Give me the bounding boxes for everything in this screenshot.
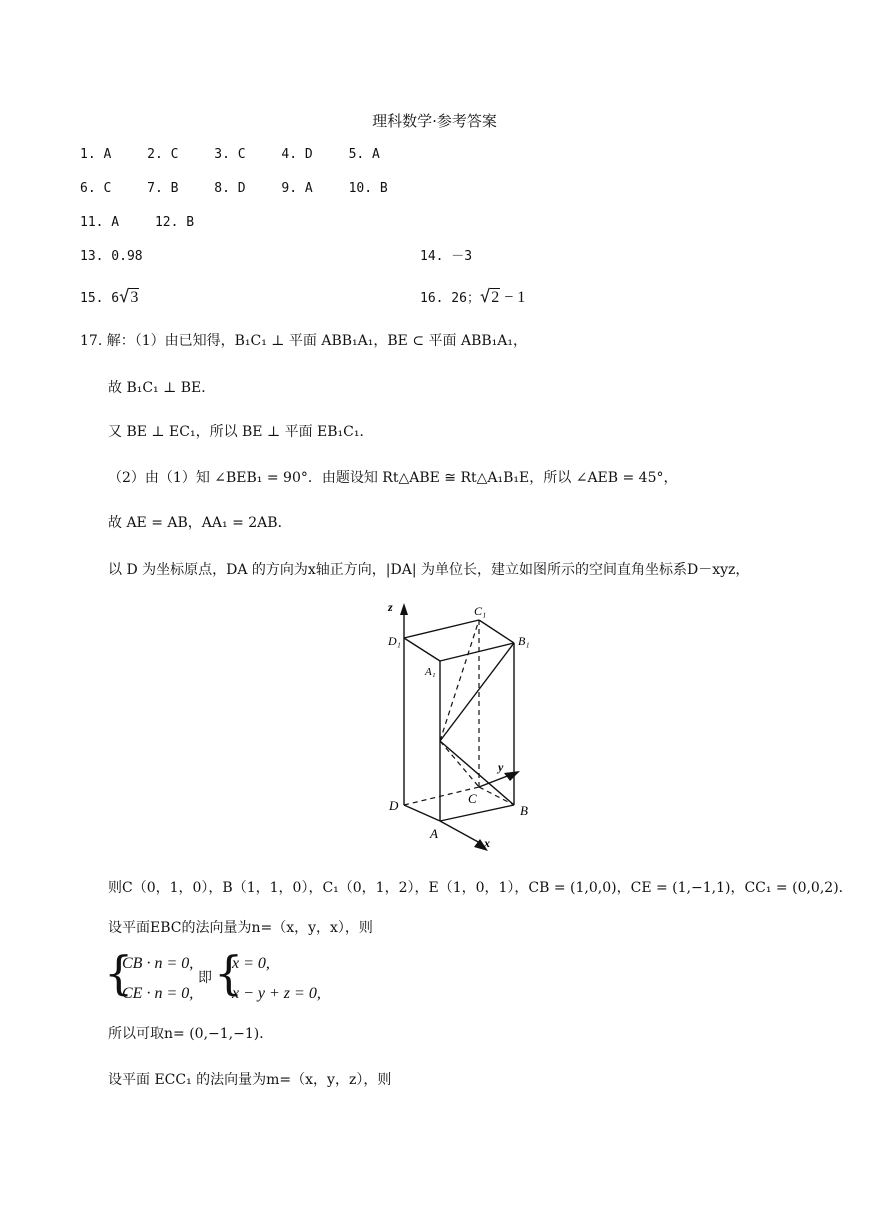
vertex-label-a1: A₁	[425, 666, 436, 678]
vertex-label-d1: D₁	[388, 634, 401, 648]
choice-answer: 7. B	[147, 181, 179, 196]
vertex-label-b1: B₁	[518, 634, 530, 648]
vertex-label-b: B	[520, 803, 528, 818]
q17-line-5: 故 AE = AB，AA₁ = 2AB．	[108, 515, 292, 531]
edge-a1-d1	[404, 638, 440, 661]
answer-15-radicand: 3	[130, 289, 139, 306]
choices-row-2	[80, 179, 416, 199]
choices-row-1	[80, 145, 408, 165]
y-axis-label: y	[498, 760, 504, 774]
choice-answer: 6. C	[80, 181, 112, 196]
x-axis-line	[440, 821, 480, 843]
z-axis-arrow-icon	[400, 603, 408, 615]
answer-16-radicand: 2	[491, 289, 500, 306]
choice-answer: 8. D	[214, 181, 246, 196]
answer-16-suffix: − 1	[500, 289, 526, 306]
y-axis-line	[479, 775, 510, 787]
choice-answer: 5. A	[348, 147, 380, 162]
q17-line-8: 设平面EBC的法向量为n=（x，y，x），则	[108, 920, 373, 936]
answer-15-prefix: 15. 6	[80, 291, 120, 306]
y-axis-arrow-icon	[504, 771, 520, 781]
left-brace-icon: {	[214, 946, 244, 1000]
left-brace-icon: {	[104, 946, 134, 1000]
choice-answer: 11. A	[80, 215, 120, 230]
edge-d1-c1	[404, 620, 479, 638]
q17-line-2: 故 B₁C₁ ⊥ BE．	[108, 380, 216, 396]
answer-14: 14. －3	[420, 249, 473, 264]
edge-c1-b1	[479, 620, 514, 643]
choice-answer: 4. D	[281, 147, 313, 162]
answer-15	[80, 287, 139, 309]
system1-eq2: CE · n = 0,	[122, 985, 194, 1002]
edge-d-a	[404, 805, 440, 821]
q17-line-6: 以 D 为坐标原点，DA 的方向为x轴正方向，|DA| 为单位长，建立如图所示的空间直角坐标系D－xyz，	[108, 562, 750, 578]
prism-figure	[380, 595, 560, 855]
vertex-label-c1: C₁	[474, 604, 487, 618]
segment-e-c-hidden	[440, 741, 479, 787]
vertex-label-d: D	[389, 798, 399, 813]
choice-answer: 2. C	[147, 147, 179, 162]
system-connector: 即	[198, 970, 212, 986]
q17-line-4: （2）由（1）知 ∠BEB₁ = 90°．由题设知 Rt△ABE ≅ Rt△A₁B₁E，所以 ∠AEB = 45°，	[108, 470, 678, 486]
q17-line-9: 所以可取n= (0,−1,−1)．	[108, 1026, 274, 1042]
q17-line-1: 17. 解：（1）由已知得，B₁C₁ ⊥ 平面 ABB₁A₁，BE ⊂ 平面 ABB₁A₁，	[80, 333, 527, 349]
q17-line-7: 则C（0，1，0），B（1，1，0），C₁（0，1，2），E（1，0，1），CB = (1,0,0)，CE = (1,−1,1)，CC₁ = (0,0,2)．	[108, 880, 853, 896]
sqrt-sign-icon: √	[479, 287, 491, 307]
answer-13: 13. 0.98	[80, 249, 143, 264]
z-axis-label: z	[388, 600, 393, 614]
choice-answer: 10. B	[348, 181, 388, 196]
sqrt-sign-icon: √	[119, 287, 130, 307]
system2-eq2: x − y + z = 0,	[232, 985, 321, 1002]
choices-row-3	[80, 213, 222, 233]
answer-16	[420, 287, 525, 309]
q17-line-10: 设平面 ECC₁ 的法向量为m=（x，y，z），则	[108, 1072, 392, 1088]
choice-answer: 1. A	[80, 147, 112, 162]
page-title: 理科数学·参考答案	[372, 112, 497, 130]
vertex-label-c: C	[468, 791, 477, 806]
system2-eq1: x = 0,	[232, 955, 270, 972]
answer-16-prefix: 16. 26；	[420, 291, 480, 306]
edge-a-b	[440, 805, 514, 821]
x-axis-label: x	[484, 836, 490, 850]
choice-answer: 9. A	[281, 181, 313, 196]
segment-e-c1-hidden	[440, 620, 479, 741]
choice-answer: 12. B	[154, 215, 195, 230]
choice-answer: 3. C	[214, 147, 246, 162]
q17-line-3: 又 BE ⊥ EC₁，所以 BE ⊥ 平面 EB₁C₁．	[108, 424, 374, 440]
vertex-label-a: A	[430, 826, 438, 841]
system1-eq1: CB · n = 0,	[122, 955, 194, 972]
